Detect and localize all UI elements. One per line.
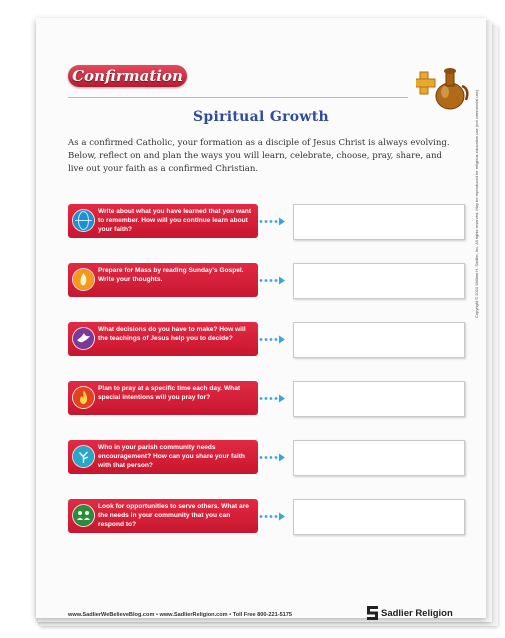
answer-box[interactable] — [293, 499, 465, 535]
prompt-box — [68, 204, 258, 238]
brand-name: Sadlier Religion — [381, 608, 453, 619]
people-icon — [73, 505, 94, 526]
worksheet-page — [36, 18, 486, 618]
globe-icon — [73, 210, 94, 231]
prompt-text: What decisions do you have to make? How will the teachings of Jesus help you to decide? — [98, 326, 246, 342]
prompt-box — [68, 263, 258, 297]
connector-arrow-icon — [258, 512, 286, 521]
connector-arrow-icon — [258, 453, 286, 462]
answer-box[interactable] — [293, 440, 465, 476]
connector-arrow-icon — [258, 276, 286, 285]
prompt-row-choose — [68, 322, 464, 356]
prompt-text: Who in your parish community needs encouragement? How can you share your faith with that person? — [98, 444, 245, 469]
prompt-row-pray — [68, 381, 464, 415]
sadlier-logo-icon — [367, 606, 378, 620]
flame-icon — [73, 269, 94, 290]
prompt-row-share — [68, 440, 464, 474]
prompt-row-learn — [68, 204, 464, 238]
prompt-text: Plan to pray at a specific time each day. What special intentions will you pray for? — [98, 385, 241, 401]
prompt-row-serve — [68, 499, 464, 533]
prompt-text: Write about what you have learned that you want to remember. How will you continue learn about your faith? — [98, 208, 252, 233]
answer-box[interactable] — [293, 322, 465, 358]
prompt-text: Look for opportunities to serve others. What are the needs in your community that you can respond to? — [98, 503, 249, 528]
dove-icon — [73, 328, 94, 349]
fire-icon — [73, 387, 94, 408]
confirmation-banner — [68, 65, 187, 87]
answer-box[interactable] — [293, 204, 465, 240]
banner-text: Confirmation — [72, 67, 183, 85]
connector-arrow-icon — [258, 217, 286, 226]
connector-arrow-icon — [258, 394, 286, 403]
prompt-box — [68, 322, 258, 356]
header-rule — [68, 97, 408, 98]
prompt-row-celebrate — [68, 263, 464, 297]
answer-box[interactable] — [293, 263, 465, 299]
connector-arrow-icon — [258, 335, 286, 344]
prompt-box — [68, 381, 258, 415]
answer-box[interactable] — [293, 381, 465, 417]
page-title: Spiritual Growth — [193, 109, 329, 125]
chrism-oil-emblem-icon — [416, 56, 474, 114]
copyright-notice: Copyright © 2015 William H. Sadlier, Inc. All rights reserved. May be reproduced for religious education use (not commercial use). — [474, 88, 479, 318]
intro-paragraph: As a confirmed Catholic, your formation as a disciple of Jesus Christ is always evolving. Below, reflect on and plan the ways you will learn, celebrate, choose, pray, share, and live out your faith as a confirmed Christian. — [68, 138, 450, 174]
footer-links: www.SadlierWeBelieveBlog.com • www.SadlierReligion.com • Toll Free 800-221-5175 — [68, 612, 293, 618]
prompt-box — [68, 499, 258, 533]
prompt-box — [68, 440, 258, 474]
prompt-text: Prepare for Mass by reading Sunday's Gospel. Write your thoughts. — [98, 267, 244, 283]
tree-icon — [73, 446, 94, 467]
